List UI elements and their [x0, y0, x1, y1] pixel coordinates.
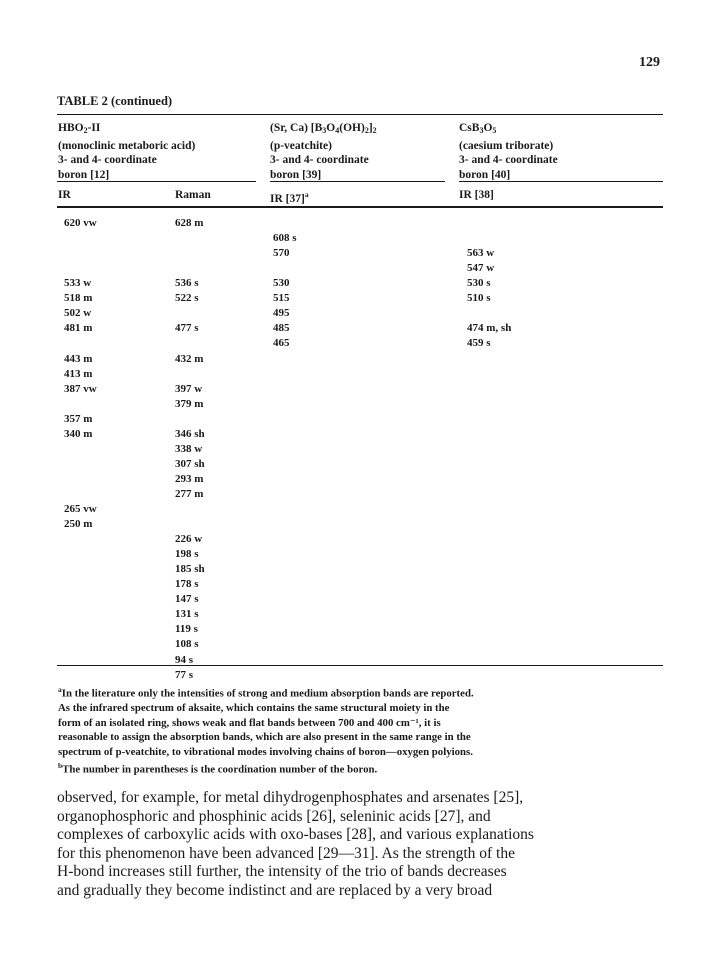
- footnote-b-text: The number in parentheses is the coordination number of the boron.: [62, 763, 378, 776]
- table-cell: 108 s: [175, 638, 199, 651]
- coordination-label: 3- and 4- coordinate: [58, 154, 157, 166]
- body-line: for this phenomenon have been advanced [29—31]. As the strength of the: [57, 844, 515, 862]
- column-header-veatchite: [270, 121, 377, 182]
- table-cell: 226 w: [175, 533, 203, 545]
- body-line: and gradually they become indistinct and are replaced by a very broad: [57, 881, 493, 899]
- table-cell: 563 w: [467, 247, 495, 260]
- footnote-a-text: In the literature only the intensities of strong and medium absorption bands are reported.: [61, 687, 474, 700]
- table-cell: 77 s: [175, 668, 194, 681]
- table-cell: 432 m: [175, 352, 204, 365]
- table-cell: 178 s: [175, 578, 199, 591]
- table-bottom-rule: [57, 665, 663, 666]
- table-cell: 185 sh: [175, 563, 205, 576]
- table-cell: 608 s: [273, 232, 297, 245]
- table-cell: 533 w: [64, 277, 92, 290]
- compound-name: (monoclinic metaboric acid): [58, 139, 196, 152]
- table-cell: 387 vw: [64, 382, 97, 395]
- coordination-label: 3- and 4- coordinate: [459, 154, 558, 166]
- body-text: [57, 789, 667, 901]
- table-cell: 340 m: [64, 427, 93, 440]
- table-cell: 485: [273, 322, 290, 335]
- table-cell: 530: [273, 277, 290, 290]
- table-cell: 502 w: [64, 307, 92, 320]
- footnote-a-marker: a: [58, 685, 62, 694]
- table-cell: 338 w: [175, 442, 203, 455]
- table-cell: 518 m: [64, 292, 93, 305]
- table-cell: 547 w: [467, 262, 495, 275]
- table-cell: 413 m: [64, 367, 93, 380]
- table-caption: TABLE 2 (continued): [57, 94, 173, 108]
- body-line: observed, for example, for metal dihydrogenphosphates and arsenates [25],: [57, 789, 524, 806]
- body-line: organophosphoric and phosphinic acids [26], seleninic acids [27], and: [57, 807, 491, 825]
- table-top-rule: [57, 114, 663, 115]
- table-cell: 459 s: [467, 337, 491, 350]
- header-mid-rule: [270, 181, 445, 182]
- compound-formula: $CsB_3O_5$: [459, 122, 497, 135]
- table-cell: 510 s: [467, 292, 491, 305]
- table-cell: 265 vw: [64, 502, 97, 515]
- reference-label: boron [39]: [270, 168, 322, 181]
- table-cell: 307 sh: [175, 457, 205, 470]
- footnote-a-marker: a: [304, 190, 309, 199]
- table-cell: 477 s: [175, 322, 199, 335]
- table-cell: 198 s: [175, 548, 199, 561]
- table-cell: 94 s: [175, 653, 194, 666]
- reference-label: boron [12]: [58, 168, 110, 181]
- table-cell: 293 m: [175, 472, 204, 485]
- footnote-a-line: reasonable to assign the absorption bands, which are also present in the same range in the: [58, 731, 471, 744]
- table-cell: 465: [273, 337, 290, 350]
- table-cell: 346 sh: [175, 427, 205, 440]
- subheader-ir-37-text: IR [37]: [270, 192, 305, 205]
- subheader-ir-37: [270, 188, 309, 206]
- header-mid-rule: [459, 181, 663, 182]
- body-line: H-bond increases still further, the intensity of the trio of bands decreases: [57, 863, 507, 881]
- footnote-a-line: form of an isolated ring, shows weak and flat bands between 700 and 400 cm⁻¹, it is: [58, 716, 441, 729]
- table-cell: 119 s: [175, 623, 198, 636]
- footnote-b-line: [58, 759, 662, 777]
- subheader-ir: IR: [58, 189, 71, 201]
- table-cell: 474 m, sh: [467, 322, 512, 335]
- table-cell: 357 m: [64, 412, 93, 425]
- subheader-ir-38: IR [38]: [459, 189, 494, 201]
- column-header-hbo2: [58, 121, 195, 182]
- coordination-label: 3- and 4- coordinate: [270, 154, 369, 166]
- footnote-a-line: As the infrared spectrum of aksaite, which contains the same structural moiety in the: [58, 702, 450, 715]
- subheader-rule: [57, 206, 663, 208]
- table-cell: 481 m: [64, 322, 93, 335]
- table-cell: 515: [273, 292, 290, 305]
- table-cell: 250 m: [64, 518, 93, 530]
- subheader-raman: Raman: [175, 189, 211, 201]
- table-cell: 443 m: [64, 352, 93, 365]
- compound-formula: (Sr, Ca) $[B_3O_4(OH)_2]_2$: [270, 122, 377, 135]
- column-header-triborate: [459, 121, 558, 182]
- compound-formula: $HBO_2-II$: [58, 122, 101, 135]
- table-cell: 530 s: [467, 277, 491, 290]
- table-cell: 536 s: [175, 277, 199, 290]
- header-mid-rule: [57, 181, 256, 182]
- reference-label: boron [40]: [459, 168, 511, 181]
- footnotes: [58, 683, 662, 777]
- body-line: complexes of carboxylic acids with oxo-bases [28], and various explanations: [57, 826, 534, 844]
- table-cell: 379 m: [175, 397, 204, 410]
- table-cell: 131 s: [175, 608, 199, 621]
- page-number: 129: [639, 55, 660, 70]
- footnote-a-line: [58, 683, 662, 701]
- footnote-b-marker: b: [58, 761, 63, 771]
- table-cell: 570: [273, 247, 290, 260]
- table-cell: 628 m: [175, 217, 204, 229]
- table-cell: 522 s: [175, 292, 199, 305]
- table-cell: 620 vw: [64, 217, 97, 229]
- footnote-a-line: spectrum of p-veatchite, to vibrational modes involving chains of boron—oxygen polyions.: [58, 745, 473, 758]
- table-cell: 397 w: [175, 382, 203, 395]
- compound-name: (p-veatchite): [270, 139, 332, 152]
- table-cell: 277 m: [175, 487, 204, 500]
- compound-name: (caesium triborate): [459, 139, 554, 152]
- table-cell: 495: [273, 307, 290, 320]
- table-cell: 147 s: [175, 593, 199, 606]
